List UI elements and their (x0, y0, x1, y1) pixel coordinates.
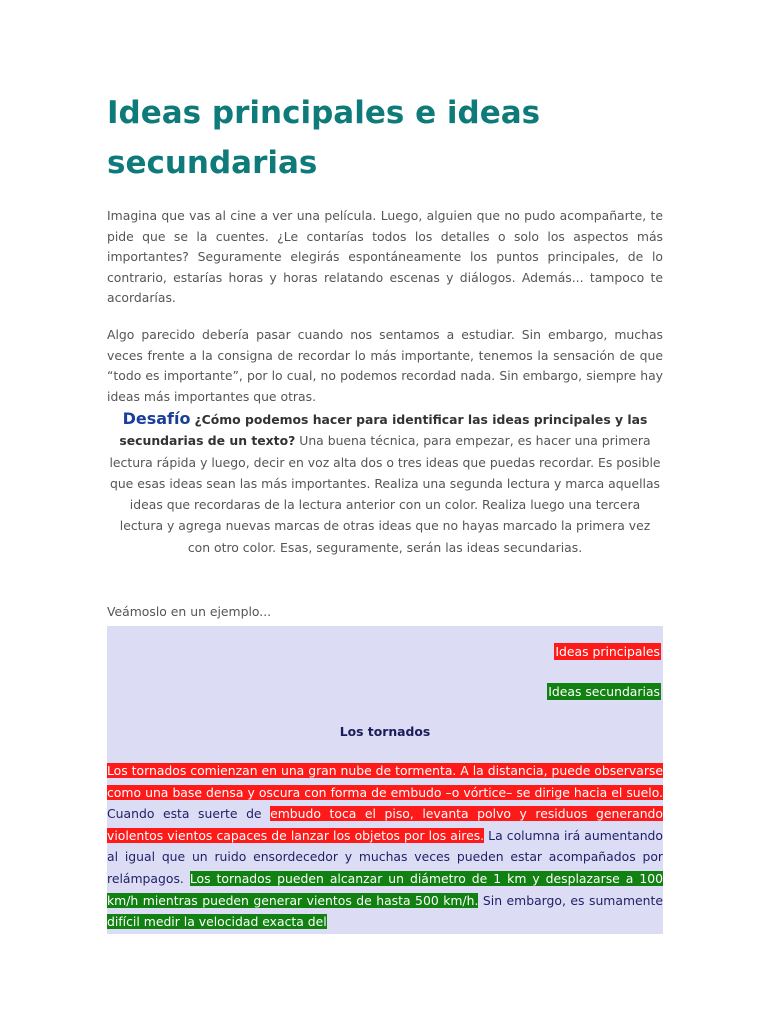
legend-secundaria: Ideas secundarias (548, 684, 660, 699)
example-intro: Veámoslo en un ejemplo... (107, 604, 272, 619)
example-segment-normal: Sin embargo, es sumamente (478, 892, 663, 908)
example-segment-normal: La columna irá aumentando al igual que un ruido ensordecedor y muchas veces pueden estar acompañados por relámpagos. (107, 827, 663, 886)
challenge-block (107, 408, 663, 558)
page-title: Ideas principales e ideas secundarias (107, 95, 541, 181)
example-segment-secundaria: Los tornados pueden alcanzar un diámetro de 1 km y desplazarse a 100 km/h mientras pueden generar vientos de hasta 500 km/h. (107, 870, 663, 908)
challenge-body: Una buena técnica, para empezar, es hacer una primera lectura rápida y luego, decir en voz alta dos o tres ideas que puedas recordar. Es posible que esas ideas sean las más importantes. Realiza una segunda lectura y marca aquellas ideas que recordaras de la lectura anterior con un color. Realiza luego una tercera lectura y agrega nuevas marcas de otras ideas que no hayas marcado la primera vez con otro color. Esas, seguramente, serán las ideas secundarias. (109, 433, 661, 555)
example-segment-normal: Cuando esta suerte de (107, 806, 271, 822)
example-segment-secundaria: difícil medir la velocidad exacta del (107, 914, 327, 930)
legend-principal: Ideas principales (555, 644, 660, 659)
intro-paragraph: Imagina que vas al cine a ver una película. Luego, alguien que no pudo acompañarte, te pide que se la cuentes. ¿Le contarías todos los detalles o solo los aspectos más importantes? Seguramente elegirás espontáneamente los puntos principales, de lo contrario, estarías horas y horas relatando escenas y diálogos. Además... tampoco te acordarías. (107, 208, 663, 306)
study-paragraph: Algo parecido debería pasar cuando nos sentamos a estudiar. Sin embargo, muchas veces frente a la consigna de recordar lo más importante, tenemos la sensación de que “todo es importante”, por lo cual, no podemos recordad nada. Sin embargo, siempre hay ideas más importantes que otras. (107, 327, 663, 404)
challenge-title: Desafío (122, 409, 191, 428)
example-segment-principal: embudo toca el piso, levanta polvo y residuos generando violentos vientos capaces de lanzar los objetos por los aires. (107, 806, 663, 843)
challenge-question: ¿Cómo podemos hacer para identificar las ideas principales y las secundarias de un texto? (119, 412, 648, 449)
example-segment-principal: Los tornados comienzan en una gran nube de tormenta. A la distancia, puede observarse como una base densa y oscura con forma de embudo –o vórtice– se dirige hacia el suelo. (107, 763, 663, 800)
example-title: Los tornados (339, 724, 431, 739)
example-text (107, 760, 663, 933)
example-box (107, 626, 663, 934)
